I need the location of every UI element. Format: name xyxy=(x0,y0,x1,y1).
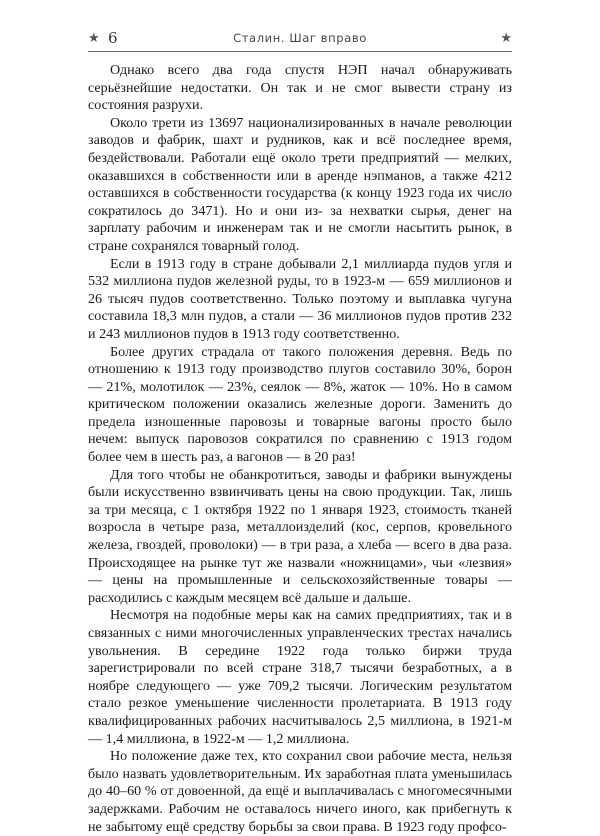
body-text xyxy=(88,62,512,836)
running-header xyxy=(88,28,512,56)
paragraph: Около трети из 13697 национализированных в начале революции заводов и фабрик, шахт и рудников, как и всё последнее время, бездействовали. Работали ещё около трети предприятий — мелких, оказавшихся в собственности или в аренде нэпманов, а также 4212 оставшихся в собственности государства (к концу 1923 года их число сократилось до 3471). Но и они из- за нехватки сырья, денег на зарплату рабочим и инженерам так и не смогли насытить рынок, в стране сохранялся товарный голод. xyxy=(88,114,512,254)
paragraph: Если в 1913 году в стране добывали 2,1 миллиарда пудов угля и 532 миллиона пудов железной руды, то в 1923-м — 659 миллионов и 26 тысяч пудов соответственно. Только поэтому и выплавка чугуна составила 18,3 млн пудов, а стали — 36 миллионов пудов против 232 и 243 миллионов пудов в 1913 году соответственно. xyxy=(88,255,512,342)
paragraph: Но положение даже тех, кто сохранил свои рабочие места, нельзя было назвать удовлетворительным. Их заработная плата уменьшилась до 40–60 % от довоенной, да ещё и выплачивалась с многомесячными задержками. Рабочим не оставалось ничего иного, как прибегнуть к не забытому ещё средству борьбы за свои права. В 1923 году профсо- xyxy=(88,748,512,835)
paragraph: Для того чтобы не обанкротиться, заводы и фабрики вынуждены были искусственно взвинчивать цены на свою продукции. Так, лишь за три месяца, с 1 октября 1922 по 1 января 1923, стоимость тканей возросла в четыре раза, металлоизделий (кос, серпов, кровельного железа, гвоздей, проволоки) — в три раза, а хлеба — всего в два раза. Происходящее на рынке тут же назвали «ножницами», чьи «лезвия» — цены на промышленные и сельскохозяйственные товары — расходились с каждым месяцем всё дальше и дальше. xyxy=(88,466,512,606)
star-icon: ★ xyxy=(500,31,512,46)
paragraph: Несмотря на подобные меры как на самих предприятиях, так и в связанных с ними многочисленных управленческих трестах начались увольнения. В середине 1922 года только биржи труда зарегистрировали по всей стране 318,7 тысячи безработных, а в ноябре следующего — уже 709,2 тысячи. Логическим результатом стало резкое уменьшение численности пролетариата. В 1913 году квалифицированных рабочих насчитывалось 2,5 миллиона, в 1921-м — 1,4 миллиона, в 1922-м — 1,2 миллиона. xyxy=(88,607,512,747)
paragraph: Однако всего два года спустя НЭП начал обнаруживать серьёзнейшие недостатки. Он так и не смог вывести страну из состояния разрухи. xyxy=(88,62,512,114)
running-title: Сталин. Шаг вправо xyxy=(233,31,367,45)
star-icon: ★ xyxy=(88,31,100,46)
page-number: 6 xyxy=(108,29,118,47)
header-rule xyxy=(88,51,512,52)
paragraph: Более других страдала от такого положения деревня. Ведь по отношению к 1913 году производство плугов составило 30%, борон — 21%, молотилок — 23%, сеялок — 8%, жаток — 10%. Но в самом критическом положении оказались железные дороги. Заменить до предела изношенные паровозы и товарные вагоны просто было нечем: выпуск паровозов сократился по сравнению с 1913 годом более чем в шесть раз, а вагонов — в 20 раз! xyxy=(88,343,512,466)
